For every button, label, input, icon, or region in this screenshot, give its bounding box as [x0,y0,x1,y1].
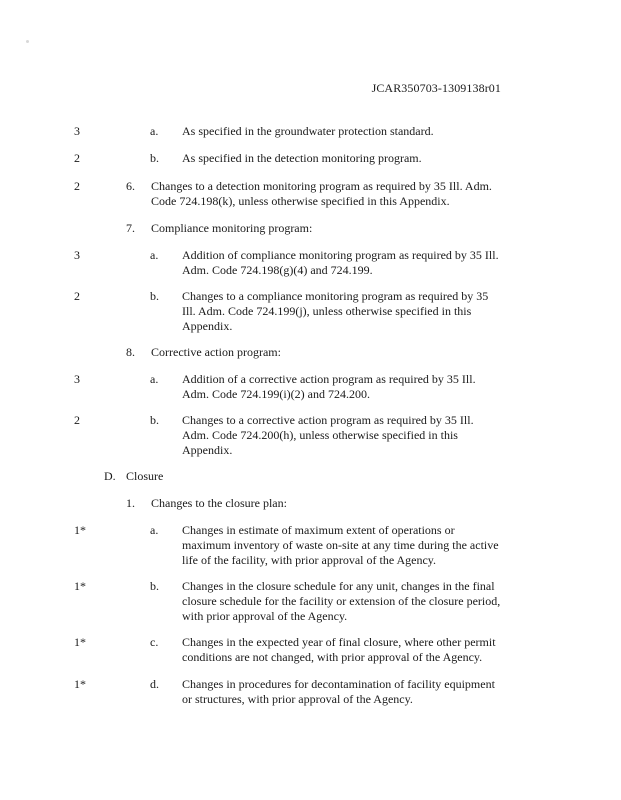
entry-label: a. [150,372,159,386]
entry-label: a. [150,124,159,138]
entry-text: Changes to a corrective action program as required by 35 Ill. Adm. Code 724.200(h), unless otherwise specified in this Appendix. [182,413,474,457]
entry-text: Changes to the closure plan: [151,496,287,510]
entry-label: b. [150,413,159,427]
entry-label: 6. [126,179,135,193]
class-number: 3 [74,124,80,138]
class-number: 1* [74,677,86,691]
section-title: Closure [126,469,164,483]
class-number: 2 [74,413,80,427]
class-number: 3 [74,248,80,262]
entry-label: b. [150,579,159,593]
entry-text: Changes to a compliance monitoring program as required by 35 Ill. Adm. Code 724.199(j), unless otherwise specified in this Appendix. [182,289,489,333]
class-number: 2 [74,289,80,303]
entry-text: Compliance monitoring program: [151,221,313,235]
class-number: 1* [74,579,86,593]
class-number: 2 [74,179,80,193]
class-number: 1* [74,635,86,649]
entry-label: 8. [126,345,135,359]
entry-label: a. [150,248,159,262]
class-number: 1* [74,523,86,537]
entry-label: b. [150,289,159,303]
entry-text: Addition of compliance monitoring program as required by 35 Ill. Adm. Code 724.198(g)(4) and 724.199. [182,248,499,277]
entry-label: 1. [126,496,135,510]
scan-speck [26,40,29,43]
entry-text: Changes in estimate of maximum extent of operations or maximum inventory of waste on-site at any time during the active life of the facility, with prior approval of the Agency. [182,523,499,567]
entry-label: 7. [126,221,135,235]
entry-text: Changes to a detection monitoring program as required by 35 Ill. Adm. Code 724.198(k), unless otherwise specified in this Appendix. [151,179,492,208]
class-number: 3 [74,372,80,386]
entry-text: Corrective action program: [151,345,281,359]
document-id: JCAR350703-1309138r01 [371,81,501,95]
entry-label: c. [150,635,159,649]
section-label: D. [104,469,116,483]
entry-text: As specified in the detection monitoring program. [182,151,422,165]
entry-label: a. [150,523,159,537]
entry-text: Changes in procedures for decontamination of facility equipment or structures, with prior approval of the Agency. [182,677,495,706]
entry-label: b. [150,151,159,165]
entry-text: As specified in the groundwater protection standard. [182,124,434,138]
entry-text: Changes in the closure schedule for any unit, changes in the final closure schedule for the facility or extension of the closure period, with prior approval of the Agency. [182,579,501,623]
entry-text: Addition of a corrective action program as required by 35 Ill. Adm. Code 724.199(i)(2) and 724.200. [182,372,476,401]
class-number: 2 [74,151,80,165]
entry-text: Changes in the expected year of final closure, where other permit conditions are not changed, with prior approval of the Agency. [182,635,496,664]
entry-label: d. [150,677,159,691]
